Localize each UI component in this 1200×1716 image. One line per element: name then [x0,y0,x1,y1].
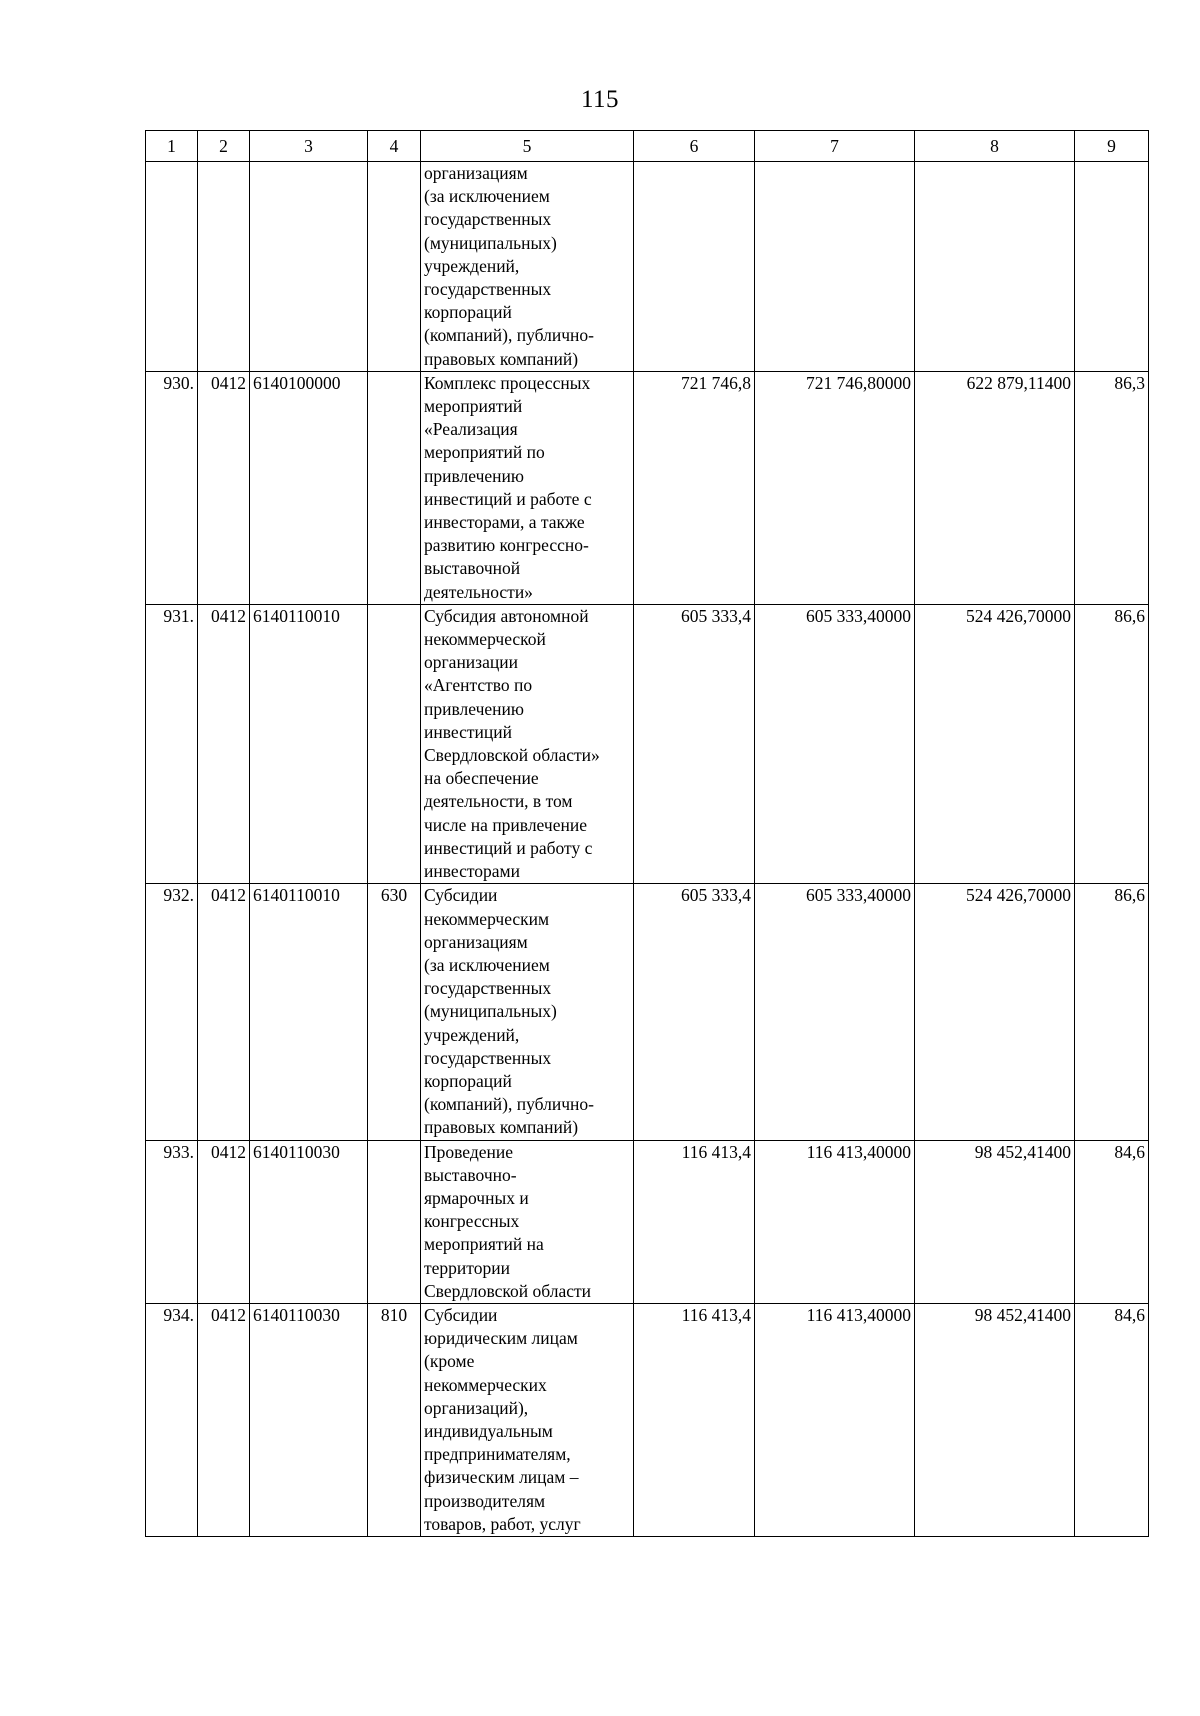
name-line: (компаний), публично- [424,325,594,346]
cell-approved [755,162,915,372]
cell-planned: 721 746,8 [634,371,755,604]
cell-approved: 605 333,40000 [755,884,915,1140]
name-line: правовых компаний) [424,348,579,369]
cell-executed: 524 426,70000 [915,884,1075,1140]
name-line: «Агентство по [424,675,533,696]
name-line: развитию конгрессно- [424,535,589,556]
budget-table [145,130,1149,1537]
name-line: (муниципальных) [424,232,557,253]
cell-name [421,371,634,604]
name-line: числе на привлечение [424,814,587,835]
cell-target: 6140100000 [250,371,368,604]
cell-executed: 524 426,70000 [915,604,1075,883]
name-line: товаров, работ, услуг [424,1513,581,1534]
name-line: Субсидии [424,885,498,906]
cell-percent: 86,3 [1075,371,1149,604]
cell-approved: 605 333,40000 [755,604,915,883]
cell-name [421,162,634,372]
name-line: (компаний), публично- [424,1094,594,1115]
name-line: деятельности, в том [424,791,573,812]
name-line: организаций), [424,1397,529,1418]
cell-percent [1075,162,1149,372]
table-row [146,162,1149,372]
cell-num: 931. [146,604,198,883]
name-line: организациям [424,163,528,183]
cell-executed [915,162,1075,372]
cell-section: 0412 [198,371,250,604]
cell-target: 6140110030 [250,1140,368,1303]
cell-target [250,162,368,372]
column-header: 7 [755,131,915,162]
column-header: 6 [634,131,755,162]
cell-section: 0412 [198,1140,250,1303]
name-line: привлечению [424,465,524,486]
name-line: привлечению [424,698,524,719]
cell-planned: 116 413,4 [634,1140,755,1303]
cell-num: 930. [146,371,198,604]
cell-section [198,162,250,372]
column-header: 4 [368,131,421,162]
cell-approved: 116 413,40000 [755,1303,915,1536]
cell-type: 810 [368,1303,421,1536]
name-line: юридическим лицам [424,1328,578,1349]
cell-target: 6140110010 [250,884,368,1140]
name-line: конгрессных [424,1211,520,1232]
cell-planned: 605 333,4 [634,884,755,1140]
name-line: физическим лицам – [424,1467,579,1488]
cell-type: 630 [368,884,421,1140]
name-line: государственных [424,978,552,999]
cell-percent: 84,6 [1075,1303,1149,1536]
name-line: мероприятий на [424,1234,544,1255]
name-line: мероприятий по [424,442,545,463]
name-line: ярмарочных и [424,1187,529,1208]
cell-type [368,371,421,604]
cell-planned [634,162,755,372]
name-line: Проведение [424,1141,514,1162]
table-row [146,604,1149,883]
name-line: производителям [424,1490,546,1511]
name-line: некоммерческих [424,1374,547,1395]
cell-target: 6140110030 [250,1303,368,1536]
name-line: на обеспечение [424,768,539,789]
name-line: учреждений, [424,1024,520,1045]
name-line: инвесторами, а также [424,512,585,533]
name-line: территории [424,1257,510,1278]
name-line: корпораций [424,1070,512,1091]
name-line: (за исключением [424,186,550,207]
column-header: 2 [198,131,250,162]
name-line: Субсидии [424,1304,498,1325]
cell-percent: 84,6 [1075,1140,1149,1303]
cell-name [421,1303,634,1536]
cell-section: 0412 [198,1303,250,1536]
table-body [146,162,1149,1537]
cell-approved: 116 413,40000 [755,1140,915,1303]
cell-num: 934. [146,1303,198,1536]
name-line: деятельности» [424,581,533,602]
cell-planned: 116 413,4 [634,1303,755,1536]
name-line: (муниципальных) [424,1001,557,1022]
cell-num: 933. [146,1140,198,1303]
cell-approved: 721 746,80000 [755,371,915,604]
name-line: Свердловской области» [424,745,600,766]
name-line: выставочной [424,558,521,579]
name-line: государственных [424,1047,552,1068]
name-line: организации [424,652,518,673]
name-line: Свердловской области [424,1280,592,1301]
cell-target: 6140110010 [250,604,368,883]
name-line: инвестиций и работу с [424,837,593,858]
cell-type [368,162,421,372]
name-line: некоммерческой [424,629,546,650]
cell-percent: 86,6 [1075,884,1149,1140]
name-line: Субсидия автономной [424,605,589,626]
cell-section: 0412 [198,604,250,883]
table-header-row [146,131,1149,162]
cell-name [421,604,634,883]
cell-section: 0412 [198,884,250,1140]
table-row [146,884,1149,1140]
name-line: мероприятий [424,396,523,417]
table-row [146,1303,1149,1536]
name-line: организациям [424,931,528,952]
name-line: корпораций [424,302,512,323]
name-line: государственных [424,279,552,300]
column-header: 3 [250,131,368,162]
cell-executed: 98 452,41400 [915,1140,1075,1303]
name-line: (за исключением [424,954,550,975]
table-row [146,1140,1149,1303]
name-line: государственных [424,209,552,230]
cell-type [368,604,421,883]
page-number: 115 [580,86,620,113]
name-line: инвесторами [424,861,520,882]
cell-name [421,1140,634,1303]
cell-type [368,1140,421,1303]
name-line: инвестиций [424,721,512,742]
table-row [146,371,1149,604]
cell-name [421,884,634,1140]
cell-executed: 622 879,11400 [915,371,1075,604]
name-line: (кроме [424,1351,475,1372]
name-line: «Реализация [424,419,518,440]
name-line: правовых компаний) [424,1117,579,1138]
cell-num [146,162,198,372]
name-line: выставочно- [424,1164,517,1185]
column-header: 1 [146,131,198,162]
name-line: инвестиций и работе с [424,488,592,509]
cell-planned: 605 333,4 [634,604,755,883]
column-header: 9 [1075,131,1149,162]
column-header: 5 [421,131,634,162]
name-line: индивидуальным [424,1420,553,1441]
cell-num: 932. [146,884,198,1140]
cell-executed: 98 452,41400 [915,1303,1075,1536]
name-line: некоммерческим [424,908,550,929]
name-line: предпринимателям, [424,1444,571,1465]
name-line: учреждений, [424,255,520,276]
cell-percent: 86,6 [1075,604,1149,883]
column-header: 8 [915,131,1075,162]
name-line: Комплекс процессных [424,372,591,393]
